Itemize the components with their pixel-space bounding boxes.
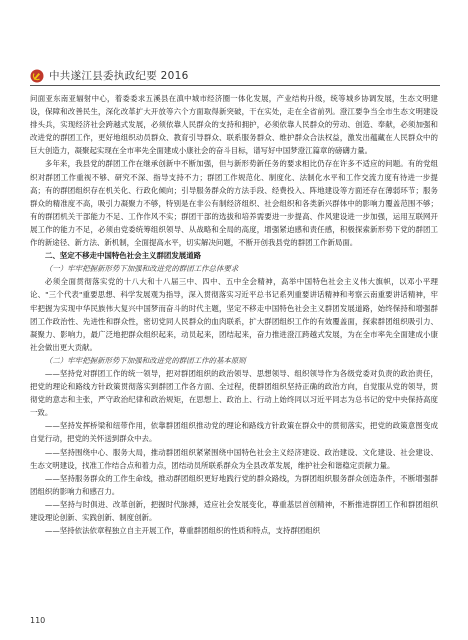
body-paragraph: ——坚持发挥桥梁和纽带作用，依靠群团组织推动党的理论和路线方针政策在群众中的贯彻落实，把党的政策意图变成自觉行动，把党的关怀送到群众中去。 [30, 421, 438, 444]
header-title: 中共遂江县委执政纪要 2016 [49, 70, 189, 82]
section-heading: 二、坚定不移走中国特色社会主义群团发展道路 [44, 251, 202, 261]
page-header [30, 60, 440, 86]
body-paragraph: ——坚持依法依章程独立自主开展工作，尊重群团组织的性质和特点，支持群团组织 [44, 526, 321, 536]
subsection-heading: （一）牢牢把握新形势下加强和改进党的群团工作总体要求 [44, 264, 239, 274]
header-divider [30, 85, 440, 87]
body-paragraph: ——坚持与时俱进、改革创新，把握时代脉搏，适应社会发展变化，尊重基层首创精神，不断推进群团工作和群团组织建设理论创新、实践创新、制度创新。 [30, 499, 438, 522]
document-body [30, 92, 438, 602]
body-paragraph: ——坚持服务群众的工作生命线，推动群团组织更好地践行党的群众路线，为群团组织服务群众创造条件，不断增强群团组织的影响力和感召力。 [30, 473, 438, 496]
subsection-heading: （二）牢牢把握新形势下加强和改进党的群团工作的基本原则 [44, 355, 246, 365]
body-paragraph: ——坚持围绕中心、服务大局，推动群团组织紧紧围绕中国特色社会主义经济建设、政治建设、文化建设、社会建设、生态文明建设，找准工作结合点和着力点，团结动员所联系群众为全县改革发展，维护社会和谐稳定贡献力量。 [30, 447, 438, 470]
party-emblem-icon [30, 69, 44, 83]
body-paragraph: 必须全面贯彻落实党的十八大和十八届三中、四中、五中全会精神，高举中国特色社会主义伟大旗帜，以邓小平理论、"三个代表"重要思想、科学发展观为指导，深入贯彻落实习近平总书记系列重要讲话精神和考察云南重要讲话精神，牢牢把握为实现中华民族伟大复兴中国梦而奋斗的时代主题，坚定不移走中国特色社会主义群团发展道路，始终保持和增强群团工作政治性、先进性和群众性，密切党同人民群众的血肉联系，扩大群团组织工作的有效覆盖面，探索群团组织吸引力、凝聚力、影响力，最广泛地把群众组织起来，动员起来，团结起来，奋力推进澄江跨越式发展，为在全市率先全面建成小康社会做出更大贡献。 [30, 277, 438, 352]
page-number: 110 [30, 616, 46, 625]
body-paragraph: 多年来，我县党的群团工作在继承创新中不断加强，但与新形势新任务的要求相比仍存在许多不适应的问题。有的党组织对群团工作重视不够、研究不深、指导支持不力；群团工作规范化、制度化、法制化水平和工作交流力度有待进一步提高；有的群团组织存在机关化、行政化倾向；引导服务群众的方法手段、经费投入、阵地建设等方面还存在薄弱环节；服务群众的精准度不高，吸引力凝聚力不够，特别是在非公有制经济组织、社会组织和各类新兴群体中的影响力覆盖范围不够；有的群团机关干部能力不足、工作作风不实；群团干部的选拔和培养需要进一步提高、作风建设进一步加强，运用互联网开展工作的能力不足，必须由党委统筹组织领导、从战略和全局的高度，增强紧迫感和责任感，积极探索新形势下党的群团工作的新途径、新方法、新机制，全面提高水平，切实解决问题，不断开创我县党的群团工作新局面。 [30, 159, 438, 248]
body-paragraph: ——坚持党对群团工作的统一领导，把对群团组织的政治领导、思想领导、组织领导作为各级党委对负责的政治责任，把党的理论和路线方针政策贯彻落实到群团工作各方面、全过程，使群团组织坚持正确的政治方向，自觉服从党的领导，贯彻党的意志和主张，严守政治纪律和政治规矩，在思想上、政治上、行动上始终同以习近平同志为总书记的党中央保持高度一致。 [30, 368, 438, 418]
body-paragraph: 问面亚东南亚辐射中心，着委委求五溪县在滇中城市经济圈一体化发展，产业结构升级，统等城乡协调发展，生态文明建设，保障和改善民生，深化改革扩大开放等六个方面取得新突破，干在实处，走在全省前列。澄江要争当全市生态文明建设排头兵，实现经济社会跨越式发展，必须依靠人民群众的支持和拥护，必须依靠人民群众的劳动、创造、奉献，必须加强和改进党的群团工作，更好地组织动员群众、教育引导群众、联系服务群众、维护群众合法权益，激发出蕴藏在人民群众中的巨大创造力，凝聚起实现在全市率先全面建成小康社会的奋斗目标，谱写好中国梦澄江篇章的磅礴力量。 [30, 94, 438, 156]
